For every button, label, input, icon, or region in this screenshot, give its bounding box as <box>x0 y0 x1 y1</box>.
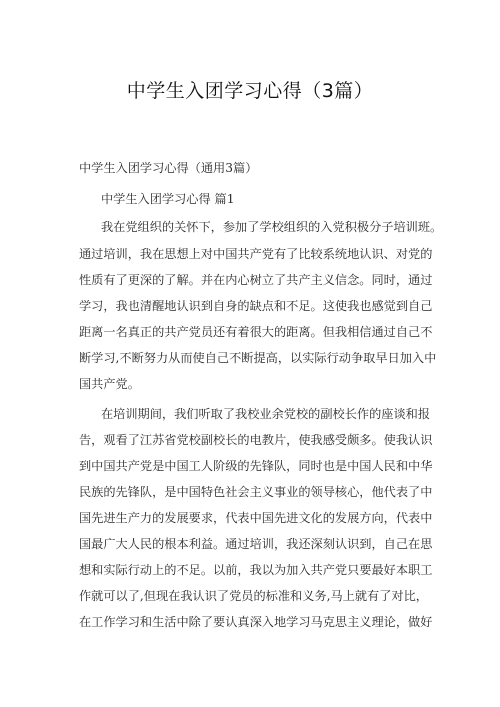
paragraph-line: 断学习,不断努力从而使自己不断提高，以实际行动争取早日加入中 <box>79 351 437 365</box>
paragraph-line: 国最广大人民的根本利益。通过培训，我还深刻认识到，自己在思 <box>79 537 433 551</box>
paragraph-line: 到中国共产党是中国工人阶级的先锋队，同时也是中国人民和中华 <box>79 459 433 473</box>
document-subtitle: 中学生入团学习心得（通用3篇） <box>79 161 258 175</box>
paragraph-line: 距离一名真正的共产党员还有着很大的距离。但我相信通过自己不 <box>79 325 433 339</box>
paragraph-line: 告，观看了江苏省党校副校长的电教片，使我感受颇多。使我认识 <box>79 433 433 447</box>
paragraph-line: 在培训期间，我们听取了我校业余党校的副校长作的座谈和报 <box>101 407 431 421</box>
paragraph-line: 国共产党。 <box>79 377 140 391</box>
paragraph-line: 国先进生产力的发展要求，代表中国先进文化的发展方向，代表中 <box>79 511 433 525</box>
paragraph-line: 想和实际行动上的不足。以前，我以为加入共产党只要最好本职工 <box>79 563 433 577</box>
paragraph-line: 学习，我也清醒地认识到自身的缺点和不足。这使我也感觉到自己 <box>79 299 433 313</box>
paragraph-line: 作就可以了,但现在我认识了党员的标准和义务,马上就有了对比， <box>79 589 428 603</box>
section-heading: 中学生入团学习心得 篇1 <box>101 192 235 206</box>
paragraph-line: 通过培训，我在思想上对中国共产党有了比较系统地认识、对党的 <box>79 247 433 261</box>
paragraph-line: 民族的先锋队，是中国特色社会主义事业的领导核心，他代表了中 <box>79 485 433 499</box>
paragraph-line: 在工作学习和生活中除了要认真深入地学习马克思主义理论，做好 <box>79 615 433 629</box>
paragraph-line: 性质有了更深的了解。并在内心树立了共产主义信念。同时，通过 <box>79 273 433 287</box>
paragraph-line: 我在党组织的关怀下，参加了学校组织的入党积极分子培训班。 <box>101 220 443 234</box>
document-title: 中学生入团学习心得（3篇） <box>126 80 374 102</box>
